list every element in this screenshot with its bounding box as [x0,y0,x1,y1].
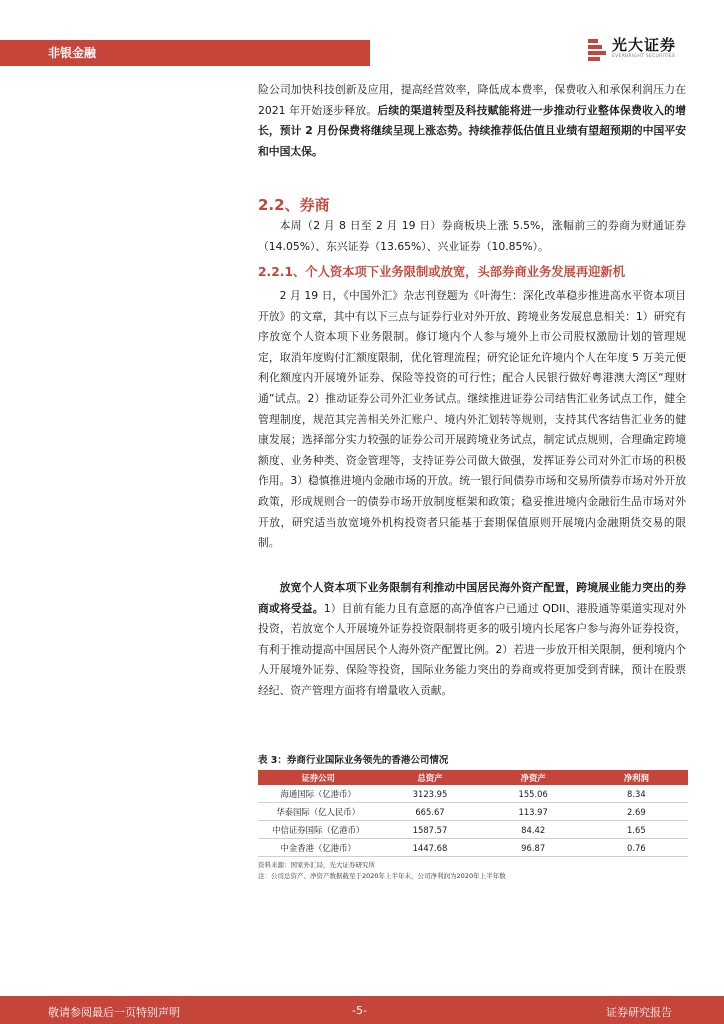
table-header-cell: 总资产 [378,770,481,785]
policy-paragraph: 2 月 19 日，《中国外汇》杂志刊登题为《叶海生：深化改革稳步推进高水平资本项目开放》的文章，其中有以下三点与证券行业对外开放、跨境业务发展息息相关：1）研究有序放宽个人资本项下业务限制。修订境内个人参与境外上市公司股权激励计划的管理规定，取消年度购付汇额度限制，优化管理流程；研究论证允许境内个人在年度 5 万美元便利化额度内开展境外证券、保险等投资的可行性；配合人民银行做好粤港澳大湾区“理财通”试点。2）推动证券公司外汇业务试点。继续推进证券公司结售汇业务试点工作，健全管理制度，规范其完善相关外汇账户、境内外汇划转等规则，支持其代客结售汇业务的健康发展；选择部分实力较强的证券公司开展跨境业务试点，制定试点规则，合理确定跨境额度、业务种类、资金管理等，支持证券公司做大做强，发挥证券公司对外汇市场的积极作用。3）稳慎推进境内金融市场的开放。统一银行间债券市场和交易所债券市场对外开放政策，形成规则合一的债券市场开放制度框架和政策；稳妥推进境内金融衍生品市场对外开放，研究适当放宽境外机构投资者只能基于套期保值原则开展境内金融期货交易的限制。 [258,289,686,550]
logo-name: 光大证券 [612,36,677,55]
table-cell: 113.97 [482,803,585,821]
page-footer [0,996,724,1024]
footer-disclaimer: 敬请参阅最后一页特别声明 [48,1006,180,1019]
footer-report-type: 证券研究报告 [606,1006,672,1019]
brokers-block [258,216,686,257]
table-cell: 96.87 [482,839,585,857]
table-cell: 1.65 [585,821,688,839]
table-source: 资料来源：国家外汇局，光大证券研究所 [258,861,375,869]
table-cell: 华泰国际（亿人民币） [258,803,378,821]
analysis-text: 1）目前有能力且有意愿的高净值客户已通过 QDII、港股通等渠道实现对外投资，若放宽个人开展境外证券投资限制将更多的吸引境内长尾客户参与海外证券投资，有利于推动提高中国居民个人海外资产配置比例。2）若进一步放开相关限制，便利境内个人开展境外证券、保险等投资，国际业务能力突出的券商或将更加受到青睐，预计在股票经纪、资产管理方面将有增量收入贡献。 [258,601,686,697]
table-row [258,785,688,803]
analysis-paragraph [258,578,686,702]
table-header-cell: 净利润 [585,770,688,785]
table-header-cell: 净资产 [482,770,585,785]
table-cell: 3123.95 [378,785,481,803]
analysis-bold-text: 放宽个人资本项下业务限制有利推动中国居民海外资产配置，跨境展业能力突出的券商或将受益。 [258,581,686,615]
table-cell: 665.67 [378,803,481,821]
table-cell: 中信证券国际（亿港币） [258,821,378,839]
table-cell: 8.34 [585,785,688,803]
brokers-paragraph: 本周（2 月 8 日至 2 月 19 日）券商板块上涨 5.5%，涨幅前三的券商为财通证券（14.05%）、东兴证券（13.65%）、兴业证券（10.85%）。 [258,219,686,253]
table-title: 表 3：券商行业国际业务领先的香港公司情况 [258,755,449,766]
broker-table-section [258,752,688,882]
broker-table [258,770,688,857]
table-row [258,839,688,857]
policy-block [258,286,686,554]
page-header [0,0,724,66]
table-cell: 2.69 [585,803,688,821]
table-header-cell: 证券公司 [258,770,378,785]
section-heading-brokers: 2.2、券商 [258,196,330,214]
table-note: 注：公司总资产、净资产数据截至于2020年上半年末，公司净利润为2020年上半年数 [258,872,506,880]
intro-paragraph [258,80,686,162]
table-row [258,821,688,839]
table-cell: 84.42 [482,821,585,839]
analysis-block [258,578,686,702]
intro-block [258,80,686,162]
table-header-row [258,770,688,785]
table-cell: 中金香港（亿港币） [258,839,378,857]
table-cell: 1447.68 [378,839,481,857]
table-cell: 海通国际（亿港币） [258,785,378,803]
table-row [258,803,688,821]
logo-mark-icon [588,38,606,60]
logo-subtitle: EVERBRIGHT SECURITIES [612,54,676,60]
subsection-heading: 2.2.1、个人资本项下业务限制或放宽，头部券商业务发展再迎新机 [258,265,626,279]
page-number: -5- [352,1004,367,1017]
table-cell: 0.76 [585,839,688,857]
intro-bold-text: 后续的渠道转型及科技赋能将进一步推动行业整体保费收入的增长，预计 2 月份保费将继续呈现上涨态势。持续推荐低估值且业绩有望超预期的中国平安和中国太保。 [258,103,686,158]
table-cell: 155.06 [482,785,585,803]
company-logo [588,36,676,62]
section-tag: 非银金融 [0,40,370,66]
table-cell: 1587.57 [378,821,481,839]
intro-text: 险公司加快科技创新及应用，提高经营效率，降低成本费率，保费收入和承保利润压力在 2021 年开始逐步释放。 [258,83,686,117]
